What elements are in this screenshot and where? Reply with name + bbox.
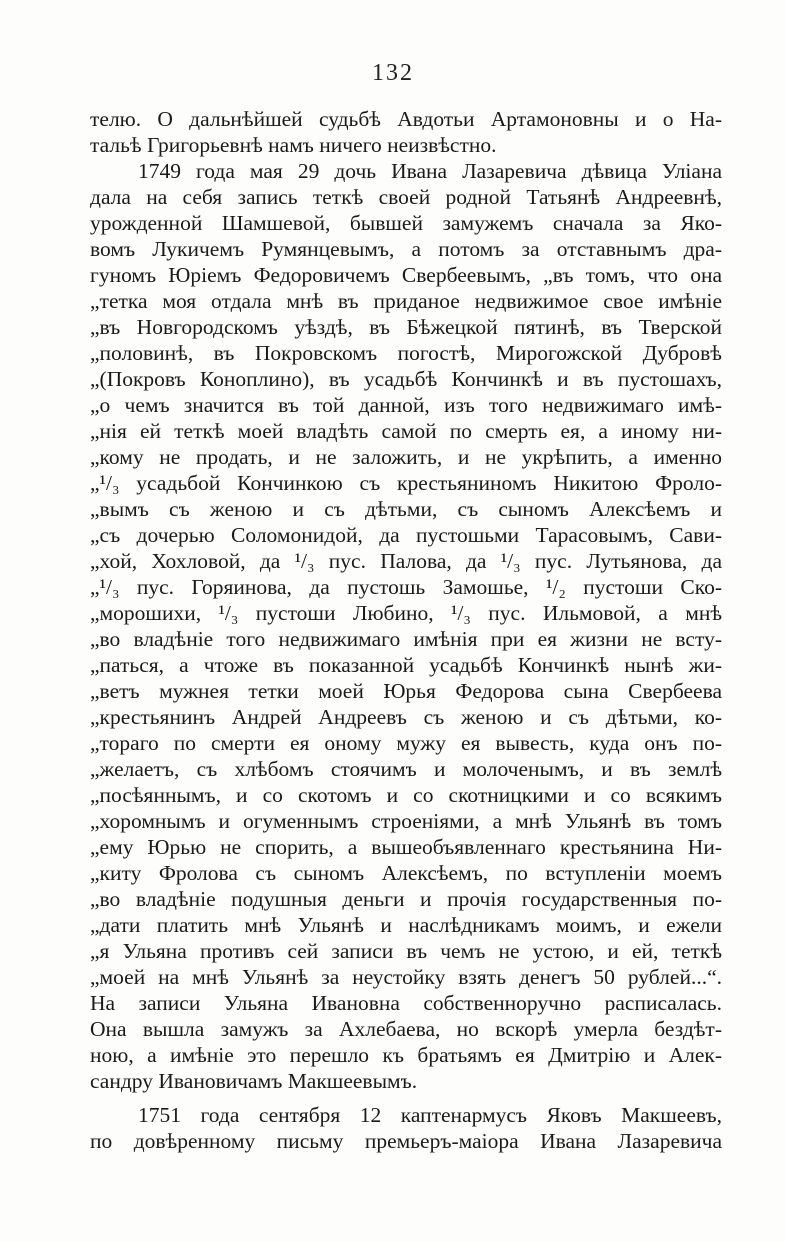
text-line: дала на себя запись теткѣ своей родной Татьянѣ Андреевнѣ, [90, 185, 722, 209]
body-text [90, 106, 722, 1154]
text-line: „моей на мнѣ Ульянѣ за неустойку взять денегъ 50 рублей...“. [90, 965, 722, 989]
text-line: „тораго по смерти ея оному мужу ея вывесть, куда онъ по- [90, 731, 722, 755]
text-line: „о чемъ значится въ той данной, изъ того недвижимаго имѣ- [90, 393, 722, 417]
text-line: Она вышла замужъ за Ахлебаева, но вскорѣ умерла бездѣт- [90, 1017, 722, 1041]
text-line: „(Покровъ Коноплино), въ усадьбѣ Кончинкѣ и въ пустошахъ, [90, 367, 722, 391]
text-line: 1751 года сентября 12 каптенармусъ Яковъ Макшеевъ, [138, 1103, 722, 1127]
text-line: „морошихи, ¹/₃ пустоши Любино, ¹/₃ пус. Ильмовой, а мнѣ [90, 601, 722, 625]
text-line: На записи Ульяна Ивановна собственноручно расписалась. [90, 991, 722, 1015]
text-line: 1749 года мая 29 дочь Ивана Лазаревича дѣвица Уліана [138, 159, 722, 183]
text-line: „крестьянинъ Андрей Андреевъ съ женою и съ дѣтьми, ко- [90, 705, 722, 729]
text-line: сандру Ивановичамъ Макшеевымъ. [90, 1069, 418, 1093]
text-line: „нія ей теткѣ моей владѣть самой по смерть ея, а иному ни- [90, 419, 722, 443]
text-line: „въ Новгородскомъ уѣздѣ, въ Бѣжецкой пятинѣ, въ Тверской [90, 315, 722, 339]
text-line: ною, а имѣніе это перешло къ братьямъ ея Дмитрію и Алек- [90, 1043, 722, 1067]
text-line: „половинѣ, въ Покровскомъ погостѣ, Мирогожской Дубровѣ [90, 341, 722, 365]
text-line: „я Ульяна противъ сей записи въ чемъ не устою, и ей, теткѣ [90, 939, 722, 963]
text-line: „паться, а чтоже въ показанной усадьбѣ Кончинкѣ нынѣ жи- [90, 653, 722, 677]
text-line: „хоромнымъ и огуменнымъ строеніями, а мнѣ Ульянѣ въ томъ [90, 809, 722, 833]
text-line: по довѣренному письму премьеръ-маіора Ивана Лазаревича [90, 1129, 722, 1153]
text-line: „дати платить мнѣ Ульянѣ и наслѣдникамъ моимъ, и ежели [90, 913, 722, 937]
text-line: „киту Фролова съ сыномъ Алексѣемъ, по вступленіи моемъ [90, 861, 722, 885]
page-number: 132 [372, 60, 414, 86]
text-line: „во владѣніе того недвижимаго имѣнія при ея жизни не всту- [90, 627, 722, 651]
text-line: „ему Юрью не спорить, а вышеобъявленнаго крестьянина Ни- [90, 835, 722, 859]
text-line: „¹/₃ усадьбой Кончинкою съ крестьяниномъ Никитою Фроло- [90, 471, 722, 495]
text-line: „¹/₃ пус. Горяинова, да пустошь Замошье, ¹/₂ пустоши Ско- [90, 575, 722, 599]
text-line: „кому не продать, и не заложить, и не укрѣпить, а именно [90, 445, 722, 469]
text-line: „тетка моя отдала мнѣ въ приданое недвижимое свое имѣніе [90, 289, 722, 313]
text-line: „желаетъ, съ хлѣбомъ стоячимъ и молоченымъ, и въ землѣ [90, 757, 722, 781]
text-line: урожденной Шамшевой, бывшей замужемъ сначала за Яко- [90, 211, 722, 235]
text-line: „ветъ мужнея тетки моей Юрья Федорова сына Свербеева [90, 679, 722, 703]
text-line: „посѣяннымъ, и со скотомъ и со скотницкими и со всякимъ [90, 783, 722, 807]
paragraph-gap [90, 1094, 722, 1102]
text-line: вомъ Лукичемъ Румянцевымъ, а потомъ за отставнымъ дра- [90, 237, 722, 261]
text-line: тальѣ Григорьевнѣ намъ ничего неизвѣстно. [90, 133, 497, 157]
text-line: „вымъ съ женою и съ дѣтьми, съ сыномъ Алексѣемъ и [90, 497, 722, 521]
text-line: „во владѣніе подушныя деньги и прочія государственныя по- [90, 887, 722, 911]
text-line: „съ дочерью Соломонидой, да пустошьми Тарасовымъ, Сави- [90, 523, 722, 547]
text-line: гуномъ Юріемъ Федоровичемъ Свербеевымъ, „въ томъ, что она [90, 263, 722, 287]
text-line: телю. О дальнѣйшей судьбѣ Авдотьи Артамоновны и о На- [90, 107, 722, 131]
text-line: „хой, Хохловой, да ¹/₃ пус. Палова, да ¹/₃ пус. Лутьянова, да [90, 549, 722, 573]
